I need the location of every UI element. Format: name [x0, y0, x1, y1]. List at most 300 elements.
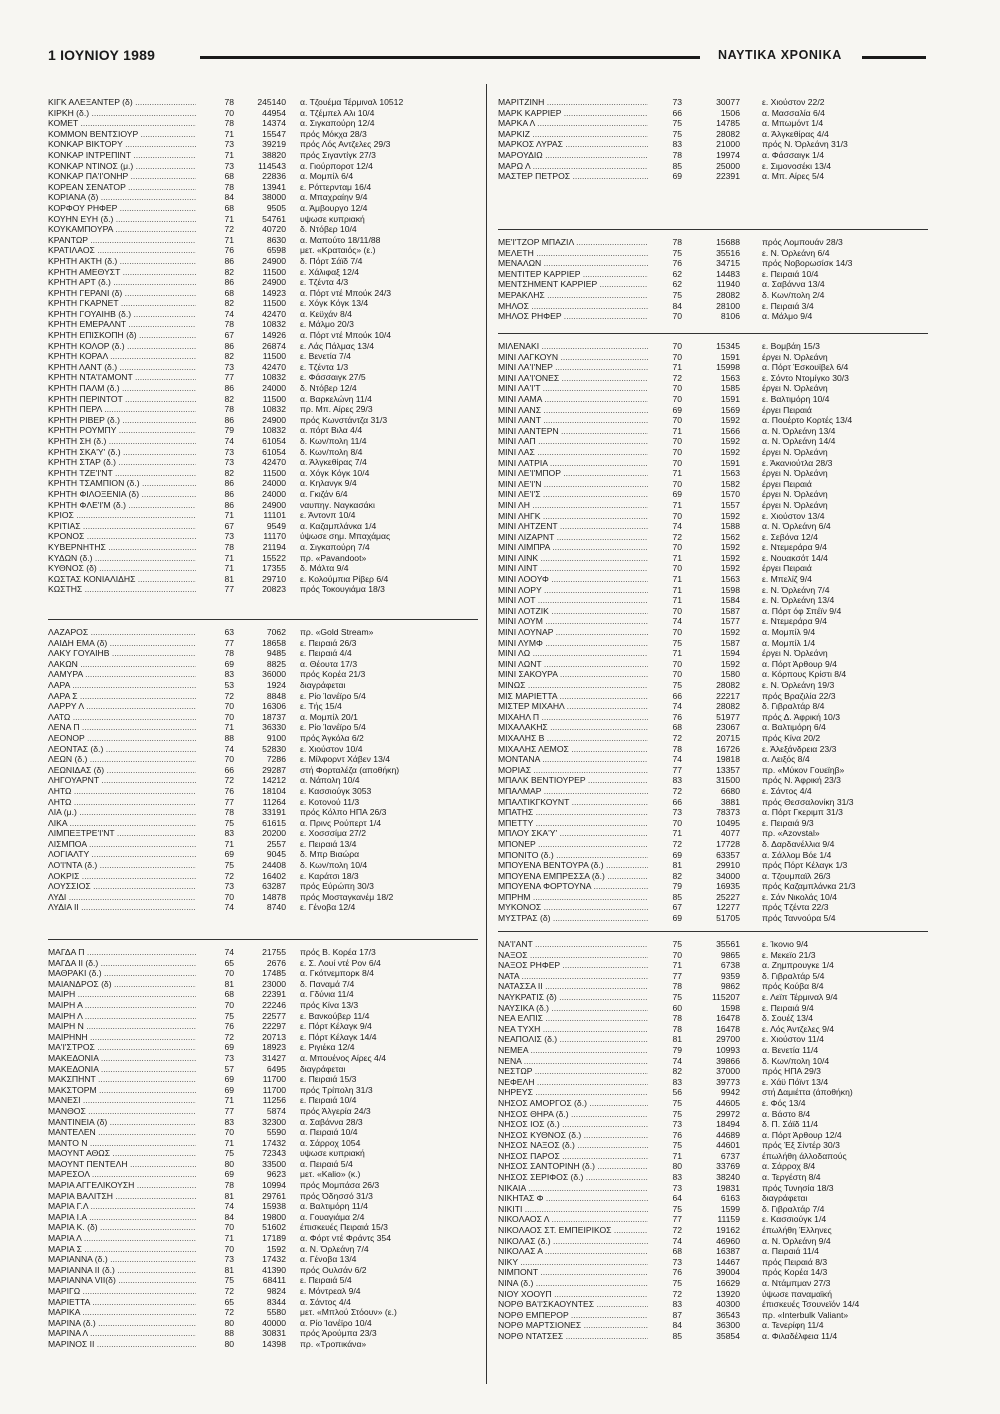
- tonnage: 9485: [266, 648, 286, 659]
- position-note: ε. Άλεξάνδρεια 23/3: [762, 743, 837, 754]
- tonnage: 1592: [720, 542, 740, 553]
- vessel-name: ΜΠΑΛΚ ΒΕΝΤΙΟΥΡΕΡ .....: [498, 775, 648, 786]
- vessel-row: [48, 447, 488, 458]
- vessel-row: [48, 1180, 488, 1191]
- build-year: 73: [224, 531, 234, 542]
- build-year: 75: [672, 1203, 682, 1214]
- position-note: α. Θέουτα 17/3: [300, 658, 358, 669]
- position-note: α. Πόρτ ντέ Μπούκ 10/4: [300, 330, 392, 341]
- vessel-row: [498, 362, 938, 373]
- vessel-row: [498, 1331, 938, 1342]
- vessel-name: ΜΙΝΙ ΛΙΝΤ .....: [498, 563, 648, 574]
- vessel-row: [498, 871, 938, 882]
- vessel-row: [48, 563, 488, 574]
- build-year: 62: [672, 279, 682, 290]
- vessel-row: [48, 404, 488, 415]
- vessel-row: [498, 775, 938, 786]
- tonnage: 22246: [262, 999, 286, 1010]
- vessel-name: ΚΟΝΚΑΡ ΝΤΙΝΟΣ (μ.) .....: [48, 161, 196, 172]
- tonnage: 19831: [716, 1182, 740, 1193]
- vessel-name: ΚΡΗΤΗ ΕΜΕΡΑΛΝΤ .....: [48, 319, 196, 330]
- position-note: ε. Άντονπ 10/4: [300, 510, 356, 521]
- position-note: ε. Βομβάη 15/3: [762, 341, 820, 351]
- build-year: 71: [672, 499, 682, 510]
- position-note: δ. Κων/πολη 2/4: [762, 289, 825, 300]
- tonnage: 29710: [262, 573, 286, 584]
- vessel-row: [48, 394, 488, 405]
- vessel-row: [498, 839, 938, 850]
- position-note: ε. Τζέντα 1/3: [300, 361, 349, 372]
- vessel-row: [498, 712, 938, 723]
- vessel-name: ΝΙΝΑ (δ.) .....: [498, 1278, 648, 1289]
- build-year: 66: [672, 796, 682, 807]
- vessel-row: [48, 224, 488, 235]
- position-note: έργει Ν. Όρλεάνη: [762, 351, 828, 362]
- vessel-name: ΜΑΡΙΑ ΒΑΛΙΤΣΗ .....: [48, 1191, 196, 1202]
- vessel-name: ΜΙΝΙ ΛΑΝΤΕΡΝ .....: [498, 426, 648, 437]
- build-year: 70: [672, 415, 682, 426]
- tonnage: 16935: [716, 881, 740, 892]
- vessel-row: [48, 118, 488, 129]
- vessel-row: [498, 1310, 938, 1321]
- vessel-name: ΚΩΣΤΑΣ ΚΟΝΙΑΛΙΔΗΣ .....: [48, 574, 196, 585]
- position-note: πρός Λομπουάν 28/3: [762, 237, 843, 247]
- tonnage: 44689: [716, 1129, 740, 1140]
- tonnage: 17189: [262, 1233, 286, 1244]
- section-separator: [48, 619, 478, 620]
- vessel-row: [498, 786, 938, 797]
- position-note: πρ. «Pavandoot»: [300, 552, 367, 563]
- build-year: 75: [224, 1275, 234, 1286]
- build-year: 84: [672, 300, 682, 311]
- vessel-name: ΚΟΜΜΟΝ ΒΕΝΤΣΙΟΥΡ .....: [48, 129, 196, 140]
- vessel-row: [48, 1191, 488, 1202]
- vessel-name: ΝΙΚΟΛΑΣ (δ.) .....: [498, 1236, 648, 1247]
- vessel-name: ΜΙΝΙ ΛΕ'Ι'Ν .....: [498, 479, 648, 490]
- build-year: 83: [224, 669, 234, 680]
- vessel-row: [48, 129, 488, 140]
- position-note: δ. Δαρδανέλλια 9/4: [762, 838, 835, 849]
- build-year: 60: [672, 1002, 682, 1013]
- position-note: διαγράφεται: [300, 679, 346, 690]
- vessel-row: [498, 415, 938, 426]
- tonnage: 1924: [266, 679, 286, 690]
- position-note: δ. Σουέζ 13/4: [762, 1013, 814, 1024]
- vessel-name: ΜΙΝΙ ΛΗΤΖΕΝΤ .....: [498, 521, 648, 532]
- build-year: 86: [224, 488, 234, 499]
- tonnage: 10495: [716, 817, 740, 828]
- build-year: 84: [224, 192, 234, 203]
- build-year: 70: [224, 754, 234, 765]
- vessel-row: [498, 860, 938, 871]
- vessel-row: [48, 425, 488, 436]
- build-year: 72: [224, 1286, 234, 1296]
- vessel-name: ΜΑΙΡΗ .....: [48, 989, 196, 1000]
- vessel-row: [498, 553, 938, 564]
- build-year: 75: [672, 939, 682, 949]
- vessel-name: ΜΑΝΤΟ Ν .....: [48, 1138, 196, 1149]
- vessel-name: ΚΡΗΤΗ ΚΟΛΟΡ (δ.) .....: [48, 341, 196, 352]
- tonnage: 11264: [262, 796, 286, 807]
- position-note: ε. Μίλφορντ Χάβεν 13/4: [300, 754, 391, 765]
- vessel-row: [498, 950, 938, 961]
- build-year: 70: [672, 341, 682, 351]
- vessel-name: ΜΑΚΣΠΗΝΤ .....: [48, 1074, 196, 1085]
- position-note: α. Πρινς Ρούπερτ 1/4: [300, 817, 382, 828]
- position-note: ε. Πειραιά 4/4: [300, 648, 352, 659]
- vessel-name: ΜΑΓΔΑ ΙΙ (δ.) .....: [48, 958, 196, 969]
- tonnage: 18494: [716, 1119, 740, 1130]
- tonnage: 14212: [262, 775, 286, 786]
- vessel-row: [498, 1151, 938, 1162]
- vessel-name: ΛΙΑ (μ.) .....: [48, 807, 196, 818]
- position-note: α. Βενετία 11/4: [762, 1044, 819, 1055]
- position-note: πρός Μομπάσα 26/3: [300, 1180, 380, 1191]
- position-note: ε. Ν. Όρλεάνη 19/3: [762, 680, 835, 690]
- vessel-row: [498, 1161, 938, 1172]
- tonnage: 28082: [716, 701, 740, 712]
- build-year: 71: [224, 149, 234, 160]
- position-note: ε. Χάλιφαξ 12/4: [300, 266, 360, 277]
- tonnage: 1588: [720, 521, 740, 532]
- vessel-name: ΜΠΡΗΜ .....: [498, 892, 648, 903]
- tonnage: 34000: [716, 870, 740, 881]
- vessel-name: ΛΕΟΝΤΑΣ (δ.) .....: [48, 744, 196, 755]
- tonnage: 1580: [720, 669, 740, 680]
- build-year: 74: [224, 947, 234, 957]
- vessel-row: [48, 860, 488, 871]
- vessel-name: ΜΠΟΝΙΤΟ (δ.) .....: [498, 850, 648, 861]
- vessel-name: ΜΑΝΕΣΙ .....: [48, 1095, 196, 1106]
- vessel-row: [498, 1045, 938, 1056]
- position-note: α. Γένοβα 13/4: [300, 1254, 357, 1265]
- vessel-row: [498, 290, 938, 301]
- tonnage: 32300: [262, 1116, 286, 1127]
- vessel-row: [48, 669, 488, 680]
- build-year: 70: [672, 383, 682, 394]
- tonnage: 17432: [262, 1137, 286, 1148]
- build-year: 84: [672, 1320, 682, 1331]
- position-note: ε. Τής 15/4: [300, 701, 342, 712]
- section-separator: [498, 333, 928, 334]
- vessel-row: [48, 542, 488, 553]
- position-note: α. Άλγκεθίρας 7/4: [300, 457, 367, 468]
- build-year: 83: [672, 775, 682, 786]
- tonnage: 11256: [262, 1095, 286, 1106]
- vessel-name: ΝΑΤΑΣΣΑ ΙΙ .....: [498, 981, 648, 992]
- vessel-name: ΜΠΑΛΤΙΚΓΚΟΥΝΤ .....: [498, 797, 648, 808]
- tonnage: 40300: [716, 1299, 740, 1310]
- section-m2: [498, 97, 938, 182]
- vessel-row: [48, 1064, 488, 1075]
- vessel-name: ΜΑΡΙΕΤΤΑ .....: [48, 1297, 196, 1308]
- build-year: 75: [672, 680, 682, 690]
- position-note: πρός Κορέα 21/3: [300, 669, 366, 680]
- build-year: 71: [224, 563, 234, 574]
- vessel-row: [498, 1013, 938, 1024]
- position-note: ε. Άκανιούτλα 28/3: [762, 457, 833, 468]
- tonnage: 11700: [262, 1074, 286, 1085]
- vessel-row: [498, 279, 938, 290]
- build-year: 73: [224, 160, 234, 171]
- vessel-row: [48, 1254, 488, 1265]
- tonnage: 15547: [262, 128, 286, 139]
- vessel-row: [48, 288, 488, 299]
- tonnage: 9862: [720, 981, 740, 992]
- tonnage: 16629: [716, 1278, 740, 1288]
- vessel-name: ΛΗΤΩ .....: [48, 786, 196, 797]
- build-year: 84: [224, 1211, 234, 1222]
- vessel-name: ΜΑΚΕΔΟΝΙΑ .....: [48, 1053, 196, 1064]
- publication-name: ΝΑΥΤΙΚΑ ΧΡΟΝΙΚΑ: [718, 48, 842, 62]
- vessel-row: [48, 765, 488, 776]
- tonnage: 19974: [716, 149, 740, 160]
- build-year: 77: [224, 637, 234, 648]
- vessel-row: [498, 913, 938, 924]
- vessel-row: [498, 542, 938, 553]
- vessel-row: [48, 968, 488, 979]
- tonnage: 14398: [262, 1338, 286, 1349]
- tonnage: 35854: [716, 1330, 740, 1341]
- build-year: 73: [672, 807, 682, 818]
- position-note: πρ. «Gold Stream»: [300, 627, 374, 637]
- build-year: 63: [224, 627, 234, 637]
- vessel-row: [498, 258, 938, 269]
- vessel-row: [498, 139, 938, 150]
- section-m4: [498, 341, 938, 924]
- position-note: α. Μπ. Αίρες 5/4: [762, 171, 824, 182]
- vessel-row: [48, 1148, 488, 1159]
- vessel-row: [48, 807, 488, 818]
- position-note: ε. Σ. Λουί ντέ Ρον 6/4: [300, 957, 381, 968]
- position-note: ε. Πόρτ Κέλαγκ 9/4: [300, 1021, 372, 1032]
- vessel-name: ΜΑΡΚΑ Λ .....: [498, 118, 648, 129]
- vessel-name: ΚΡΗΤΗ ΛΑΝΤ (δ.) .....: [48, 362, 196, 373]
- vessel-name: ΜΑΡΙΝΟΣ ΙΙ .....: [48, 1339, 196, 1350]
- position-note: μετ. «Kalio» (κ.): [300, 1169, 361, 1180]
- vessel-name: ΜΙΝΙ ΛΑΣ .....: [498, 447, 648, 458]
- tonnage: 1592: [720, 510, 740, 521]
- position-note: α. Κεϋχάν 8/4: [300, 308, 352, 319]
- build-year: 71: [224, 213, 234, 224]
- position-note: ε. Ίκονιο 9/4: [762, 939, 809, 949]
- tonnage: 114543: [257, 160, 286, 171]
- position-note: α. Σάλλομ Βόε 1/4: [762, 849, 832, 860]
- tonnage: 38240: [716, 1172, 740, 1183]
- build-year: 69: [224, 1074, 234, 1085]
- position-note: ε. Ντεμεράρα 9/4: [762, 616, 827, 627]
- position-note: πρός Κίνα 13/3: [300, 999, 359, 1010]
- vessel-name: ΜΑΡΟΥΔΙΩ .....: [498, 150, 648, 161]
- position-note: ε. Πειραιά 15/3: [300, 1074, 357, 1085]
- vessel-row: [498, 1257, 938, 1268]
- vessel-name: ΜΑΡΙΑ Γ.Λ .....: [48, 1201, 196, 1212]
- vessel-row: [48, 1286, 488, 1297]
- build-year: 70: [672, 446, 682, 457]
- position-note: α. Πειραιά 11/4: [762, 1246, 819, 1257]
- tonnage: 51705: [716, 913, 740, 924]
- build-year: 70: [672, 457, 682, 468]
- build-year: 82: [224, 467, 234, 478]
- tonnage: 20713: [262, 1031, 286, 1042]
- tonnage: 11500: [262, 351, 286, 362]
- vessel-row: [498, 1172, 938, 1183]
- position-note: α. Βαλτιμόρη 11/4: [300, 1201, 368, 1212]
- position-note: ε. Ριγιέκα 12/4: [300, 1042, 355, 1053]
- vessel-row: [48, 691, 488, 702]
- position-note: ε. Πειραιά 3/4: [762, 300, 814, 311]
- vessel-name: ΜΙΝΙ ΛΑΝΤ .....: [498, 415, 648, 426]
- vessel-row: [498, 118, 938, 129]
- position-note: α. Πόρτ Έσκουϊβελ 6/4: [762, 362, 849, 373]
- tonnage: 40720: [262, 224, 286, 235]
- position-note: ε. Λός Άντζελες 9/4: [762, 1023, 835, 1034]
- tonnage: 14926: [262, 330, 286, 341]
- position-note: δ. Παναμά 7/4: [300, 978, 355, 989]
- position-note: πρ. «Τροπικάνα»: [300, 1338, 367, 1349]
- build-year: 81: [672, 1034, 682, 1045]
- position-note: ε. Πειραιά 9/4: [762, 1002, 814, 1013]
- build-year: 72: [672, 732, 682, 743]
- position-note: ε. Πειραιά 10/4: [762, 268, 819, 279]
- position-note: πρός ΗΠΑ 29/3: [762, 1066, 821, 1077]
- build-year: 75: [672, 1278, 682, 1288]
- position-note: α. Μάλμο 9/4: [762, 311, 813, 322]
- vessel-name: ΚΡΗΤΗ ΑΜΕΘΥΣΤ .....: [48, 267, 196, 278]
- position-note: δ. Κων/πολη 11/4: [300, 436, 367, 446]
- build-year: 81: [224, 1264, 234, 1275]
- tonnage: 41390: [262, 1264, 286, 1275]
- vessel-name: ΜΙΝΙ ΛΑΠ .....: [498, 436, 648, 447]
- vessel-row: [48, 330, 488, 341]
- tonnage: 6163: [720, 1193, 740, 1204]
- vessel-row: [48, 383, 488, 394]
- vessel-row: [48, 553, 488, 564]
- position-note: πρός Πειραιά 8/3: [762, 1256, 828, 1267]
- vessel-row: [48, 341, 488, 352]
- position-note: πρός Ταννούρα 5/4: [762, 913, 836, 924]
- build-year: 71: [224, 1095, 234, 1106]
- vessel-name: ΚΡΑΤΙΛΑΟΣ .....: [48, 245, 196, 256]
- tonnage: 13920: [716, 1288, 740, 1299]
- position-note: έπωλήθη άλλοδαπούς: [762, 1150, 847, 1161]
- vessel-row: [48, 372, 488, 383]
- build-year: 75: [224, 1010, 234, 1021]
- tonnage: 22577: [262, 1010, 286, 1021]
- build-year: 69: [672, 489, 682, 500]
- tonnage: 19800: [262, 1211, 286, 1222]
- tonnage: 9045: [266, 849, 286, 860]
- vessel-name: ΚΡΙΟΣ .....: [48, 510, 196, 521]
- vessel-row: [498, 352, 938, 363]
- tonnage: 8848: [266, 690, 286, 701]
- tonnage: 20823: [262, 584, 286, 595]
- vessel-name: ΜΠΟΝΕΡ .....: [498, 839, 648, 850]
- build-year: 85: [672, 1330, 682, 1341]
- tonnage: 22836: [262, 171, 286, 182]
- vessel-row: [48, 108, 488, 119]
- build-year: 85: [672, 891, 682, 902]
- vessel-name: ΚΟΡΙΑΝΑ (δ) .....: [48, 192, 196, 203]
- tonnage: 1592: [720, 415, 740, 426]
- position-note: πρός Τοκουγιάμα 18/3: [300, 584, 385, 595]
- tonnage: 1563: [720, 574, 740, 585]
- vessel-name: ΜΑΡΙΑ Λ .....: [48, 1233, 196, 1244]
- build-year: 81: [224, 1190, 234, 1201]
- vessel-name: ΜΑΡΙΑ Ι.Α .....: [48, 1212, 196, 1223]
- vessel-name: ΚΟΝΚΑΡ ΠΑ'Ι'ΟΝΗΡ .....: [48, 171, 196, 182]
- position-note: δ. Γιβραλτάρ 7/4: [762, 1203, 825, 1214]
- tonnage: 7286: [266, 754, 286, 765]
- vessel-row: [48, 754, 488, 765]
- build-year: 73: [224, 881, 234, 892]
- build-year: 74: [672, 754, 682, 765]
- build-year: 82: [224, 266, 234, 277]
- build-year: 72: [672, 785, 682, 796]
- vessel-name: ΝΑ'Ι'ΑΝΤ .....: [498, 939, 648, 950]
- vessel-name: ΚΡΗΤΗ ΓΚΑΡΝΕΤ .....: [48, 298, 196, 309]
- vessel-name: ΜΙΣ ΜΑΡΙΕΤΤΑ .....: [498, 691, 648, 702]
- vessel-name: ΜΥΚΟΝΟΣ .....: [498, 902, 648, 913]
- position-note: δ. Κων/πολη 10/4: [300, 860, 368, 871]
- build-year: 70: [224, 999, 234, 1010]
- position-note: α. Ν. Όρλεάνη 14/4: [762, 436, 836, 447]
- position-note: ε. Πειραιά 13/4: [300, 838, 357, 849]
- tonnage: 29910: [716, 860, 740, 871]
- build-year: 69: [672, 913, 682, 924]
- build-year: 73: [224, 1254, 234, 1265]
- position-note: έπισκευές Πειραιά 15/3: [300, 1222, 388, 1233]
- vessel-row: [48, 478, 488, 489]
- tonnage: 24900: [262, 414, 286, 425]
- vessel-row: [48, 1053, 488, 1064]
- vessel-name: ΜΑΣΤΕΡ ΠΕΤΡΟΣ .....: [498, 171, 648, 182]
- position-note: ε. Ν. Όρλεάνη 6/4: [762, 247, 830, 258]
- vessel-row: [48, 1106, 488, 1117]
- vessel-name: ΜΗΛΟΣ ΡΗΦΕΡ .....: [498, 311, 648, 322]
- vessel-row: [48, 786, 488, 797]
- vessel-name: ΜΙΝΙ ΛΑ'Ι'ΟΝΕΣ .....: [498, 373, 648, 384]
- position-note: α. Χόγκ Κόγκ 10/4: [300, 467, 370, 478]
- vessel-name: ΜΕΝΑΛΩΝ .....: [498, 258, 648, 269]
- vessel-name: ΜΠΟΥΕΝΑ ΦΟΡΤΟΥΝΑ .....: [498, 881, 648, 892]
- tonnage: 2676: [266, 957, 286, 968]
- build-year: 74: [224, 308, 234, 319]
- position-note: α. Φιλαδέλφεια 11/4: [762, 1330, 838, 1341]
- position-note: ε. Φός 13/4: [762, 1097, 806, 1108]
- tonnage: 6680: [720, 785, 740, 796]
- tonnage: 1598: [720, 1002, 740, 1013]
- tonnage: 25000: [716, 160, 740, 171]
- vessel-row: [48, 235, 488, 246]
- vessel-row: [498, 563, 938, 574]
- build-year: 76: [672, 711, 682, 722]
- build-year: 82: [224, 351, 234, 362]
- vessel-row: [498, 828, 938, 839]
- vessel-name: ΚΟΥΗΝ ΕΥΗ (δ.) .....: [48, 214, 196, 225]
- vessel-name: ΜΑΚΣΤΟΡΜ .....: [48, 1085, 196, 1096]
- build-year: 69: [224, 1084, 234, 1095]
- build-year: 75: [672, 637, 682, 648]
- position-note: έργει Ν. Όρλεάνη: [762, 648, 828, 659]
- vessel-name: ΝΑΞΟΣ .....: [498, 950, 648, 961]
- vessel-name: ΚΥΒΕΡΝΗΤΗΣ .....: [48, 542, 196, 553]
- position-note: α. Γκιζάν 6/4: [300, 488, 348, 499]
- build-year: 71: [672, 468, 682, 479]
- build-year: 86: [224, 277, 234, 288]
- vessel-name: ΜΑΡΚ ΚΑΡΡΙΕΡ .....: [498, 108, 648, 119]
- build-year: 70: [224, 107, 234, 118]
